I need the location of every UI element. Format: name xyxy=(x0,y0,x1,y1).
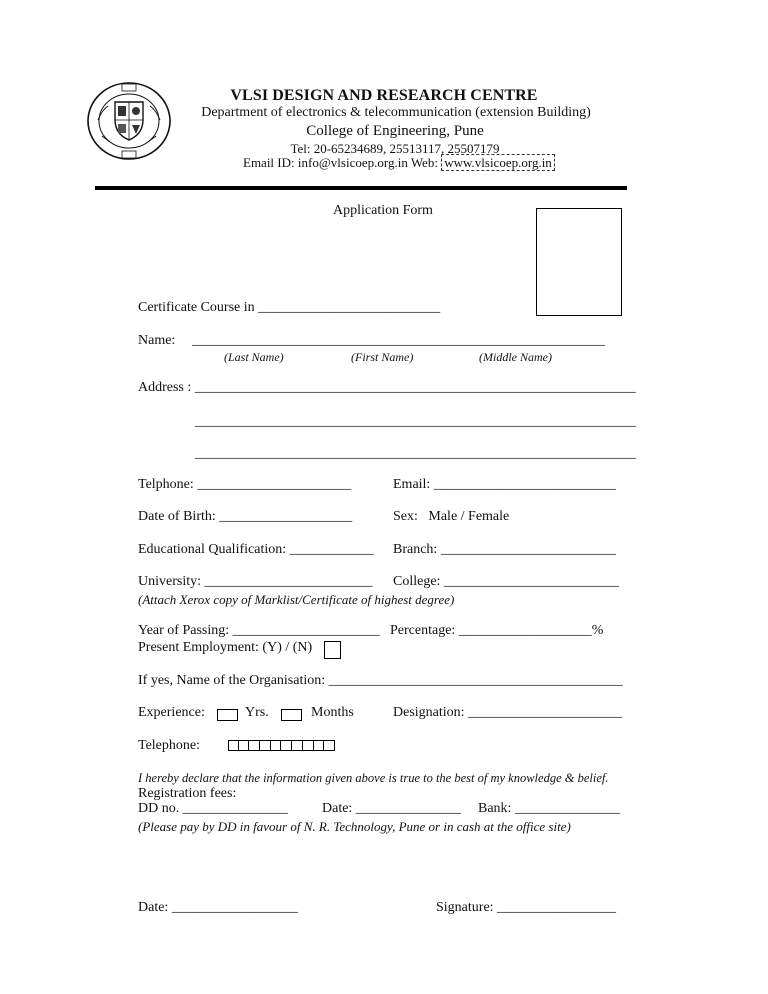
college-name: College of Engineering, Pune xyxy=(306,123,484,139)
signature-field[interactable]: Signature: _________________ xyxy=(436,900,617,915)
employment-checkbox[interactable] xyxy=(324,641,341,659)
digit-box[interactable] xyxy=(281,740,292,751)
email-field[interactable]: Email: __________________________ xyxy=(393,477,616,492)
email-id-text: Email ID: info@vlsicoep.org.in Web: xyxy=(243,155,438,170)
designation-field[interactable]: Designation: ______________________ xyxy=(393,705,623,720)
department-line: Department of electronics & telecommunication (extension Building) xyxy=(201,105,591,120)
website-link[interactable]: www.vlsicoep.org.in xyxy=(441,154,555,171)
digit-box[interactable] xyxy=(228,740,239,751)
dd-number-field[interactable]: DD no. _______________ xyxy=(138,801,288,816)
dd-date-field[interactable]: Date: _______________ xyxy=(322,801,461,816)
percentage-field[interactable]: Percentage: ___________________% xyxy=(390,623,604,638)
months-label: Months xyxy=(311,705,354,720)
address-line-2[interactable]: _______________________________________________________________ xyxy=(195,414,636,429)
address-field[interactable]: Address : _______________________________________________________________ xyxy=(138,380,636,395)
certificate-course-field[interactable]: Certificate Course in __________________________ xyxy=(138,300,441,315)
header-divider xyxy=(95,186,627,190)
experience-years-box[interactable] xyxy=(217,709,238,721)
employment-label: Present Employment: (Y) / (N) xyxy=(138,640,313,655)
name-field[interactable]: ___________________________________________________________ xyxy=(192,333,605,348)
branch-field[interactable]: Branch: _________________________ xyxy=(393,542,616,557)
form-heading: Application Form xyxy=(333,203,433,218)
middle-name-hint: (Middle Name) xyxy=(479,350,552,364)
digit-box[interactable] xyxy=(249,740,260,751)
digit-box[interactable] xyxy=(314,740,325,751)
email-web-line xyxy=(243,155,555,171)
telphone-field[interactable]: Telphone: ______________________ xyxy=(138,477,352,492)
organisation-field[interactable]: If yes, Name of the Organisation: __________________________________________ xyxy=(138,673,623,688)
payment-note: (Please pay by DD in favour of N. R. Technology, Pune or in cash at the office site) xyxy=(138,819,571,834)
telephone-line: Tel: 20-65234689, 25513117, 25507179 xyxy=(290,141,500,156)
registration-fees-label: Registration fees: xyxy=(138,786,237,801)
telephone-digit-boxes[interactable] xyxy=(228,740,335,751)
dob-field[interactable]: Date of Birth: ___________________ xyxy=(138,509,353,524)
university-field[interactable]: University: ________________________ xyxy=(138,574,373,589)
experience-months-box[interactable] xyxy=(281,709,302,721)
telephone-label: Telephone: xyxy=(138,738,200,753)
photo-box xyxy=(536,208,622,316)
address-line-3[interactable]: _______________________________________________________________ xyxy=(195,446,636,461)
last-name-hint: (Last Name) xyxy=(224,350,284,364)
sex-field[interactable]: Sex: Male / Female xyxy=(393,509,510,524)
yrs-label: Yrs. xyxy=(245,705,269,720)
education-field[interactable]: Educational Qualification: ____________ xyxy=(138,542,374,557)
digit-box[interactable] xyxy=(260,740,271,751)
digit-box[interactable] xyxy=(324,740,335,751)
digit-box[interactable] xyxy=(271,740,282,751)
centre-title: VLSI DESIGN AND RESEARCH CENTRE xyxy=(230,87,538,104)
declaration-text: I hereby declare that the information given above is true to the best of my knowledge & belief. xyxy=(138,771,609,785)
first-name-hint: (First Name) xyxy=(351,350,414,364)
experience-label: Experience: xyxy=(138,705,205,720)
attach-note: (Attach Xerox copy of Marklist/Certificate of highest degree) xyxy=(138,592,455,607)
digit-box[interactable] xyxy=(239,740,250,751)
digit-box[interactable] xyxy=(303,740,314,751)
college-field[interactable]: College: _________________________ xyxy=(393,574,619,589)
footer-date-field[interactable]: Date: __________________ xyxy=(138,900,298,915)
digit-box[interactable] xyxy=(292,740,303,751)
year-passing-field[interactable]: Year of Passing: _____________________ xyxy=(138,623,380,638)
bank-field[interactable]: Bank: _______________ xyxy=(478,801,620,816)
name-label: Name: xyxy=(138,333,176,348)
